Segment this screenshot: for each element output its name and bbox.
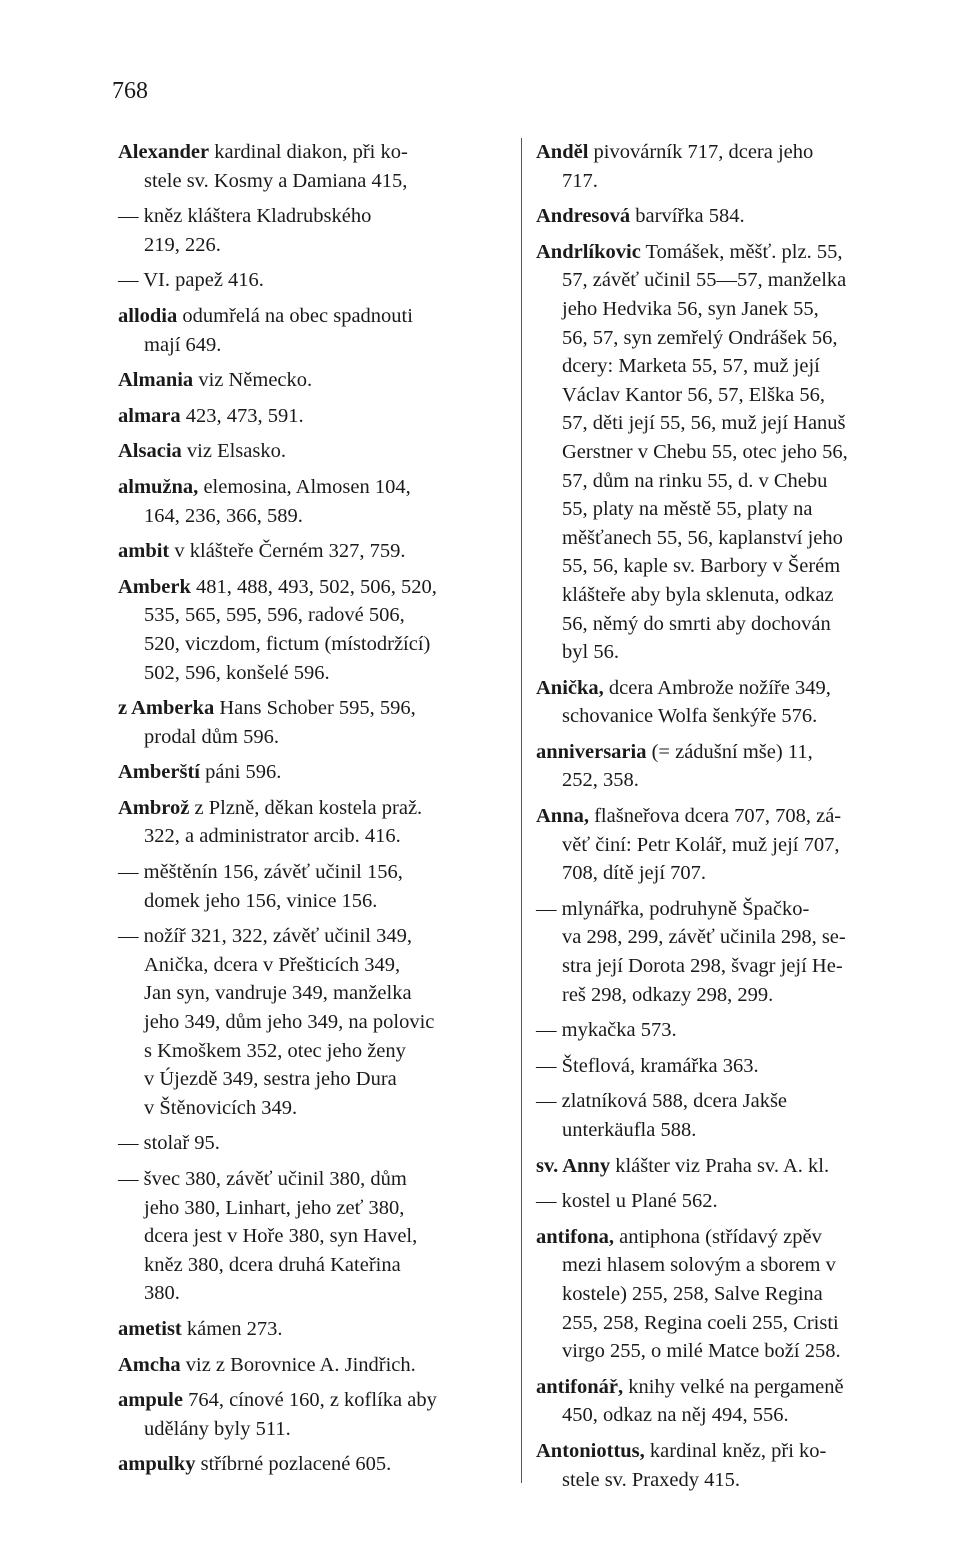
entry-text: pivovárník 717, dcera jeho xyxy=(588,141,814,163)
entry-line xyxy=(118,1222,514,1251)
entry-line xyxy=(118,331,514,360)
entry-line xyxy=(536,923,926,952)
entry-text: 164, 236, 366, 589. xyxy=(144,504,303,527)
entry-text: byl 56. xyxy=(562,641,619,664)
entry-line xyxy=(118,922,514,951)
index-entry xyxy=(118,138,514,195)
entry-text: věť činí: Petr Kolář, muž její 707, xyxy=(562,833,840,856)
entry-line xyxy=(536,202,926,231)
entry-text: 520, viczdom, fictum (místodržící) xyxy=(144,632,431,655)
entry-text: — stolař 95. xyxy=(118,1132,220,1155)
entry-text: va 298, 299, závěť učinila 298, se- xyxy=(562,926,846,949)
entry-line xyxy=(536,981,926,1010)
entry-text: kámen 273. xyxy=(181,1317,283,1340)
entry-text: 322, a administrator arcib. 416. xyxy=(144,825,401,848)
entry-text: stra její Dorota 298, švagr její He- xyxy=(562,955,843,978)
entry-text: 450, odkaz na něj 494, 556. xyxy=(562,1404,789,1427)
entry-text: z Plzně, děkan kostela praž. xyxy=(189,796,423,819)
entry-line xyxy=(536,495,926,524)
index-entry xyxy=(118,858,514,915)
entry-text: — mlynářka, podruhyně Špačko- xyxy=(536,897,810,920)
index-entry xyxy=(118,202,514,259)
index-column-left xyxy=(118,138,514,1486)
entry-text: mají 649. xyxy=(144,333,222,356)
entry-line xyxy=(536,1152,926,1181)
index-entry xyxy=(536,1187,926,1216)
index-entry xyxy=(118,758,514,787)
entry-line xyxy=(118,951,514,980)
index-entry xyxy=(118,1450,514,1479)
entry-line xyxy=(536,1401,926,1430)
entry-text: 219, 226. xyxy=(144,233,221,256)
entry-line xyxy=(118,366,514,395)
index-entry xyxy=(536,202,926,231)
entry-line xyxy=(536,895,926,924)
entry-headword: Antoniottus, xyxy=(536,1439,645,1462)
entry-text: v Štěnovicích 349. xyxy=(144,1096,298,1119)
entry-text: viz Elsasko. xyxy=(181,440,286,463)
index-entry xyxy=(536,138,926,195)
entry-line xyxy=(536,1187,926,1216)
entry-text: reš 298, odkazy 298, 299. xyxy=(562,983,774,1006)
entry-line xyxy=(536,1437,926,1466)
index-entry xyxy=(536,1052,926,1081)
entry-headword: Alsacia xyxy=(118,440,182,463)
entry-line xyxy=(536,167,926,196)
entry-line xyxy=(118,1008,514,1037)
entry-text: 57, děti její 55, 56, muž její Hanuš xyxy=(562,412,846,435)
entry-text: knihy velké na pergameně xyxy=(623,1375,844,1398)
entry-text: kardinal kněz, při ko- xyxy=(644,1439,827,1462)
entry-text: 252, 358. xyxy=(562,769,639,792)
index-column-right xyxy=(536,138,926,1501)
entry-text: stele sv. Kosmy a Damiana 415, xyxy=(144,169,408,192)
index-entry xyxy=(536,1087,926,1144)
index-entry xyxy=(118,1129,514,1158)
entry-text: páni 596. xyxy=(199,761,282,784)
entry-text: jeho 380, Linhart, jeho zeť 380, xyxy=(144,1196,405,1219)
index-entry xyxy=(536,1016,926,1045)
entry-line xyxy=(536,1466,926,1495)
entry-line xyxy=(536,266,926,295)
entry-text: 502, 596, konšelé 596. xyxy=(144,661,330,684)
entry-line xyxy=(536,1251,926,1280)
index-entry xyxy=(118,794,514,851)
entry-text: 55, platy na městě 55, platy na xyxy=(562,498,813,521)
entry-headword: sv. Anny xyxy=(536,1154,611,1177)
entry-text: stříbrné pozlacené 605. xyxy=(195,1453,392,1476)
entry-line xyxy=(118,1351,514,1380)
entry-headword: ampulky xyxy=(118,1453,196,1476)
entry-text: 57, závěť učinil 55—57, manželka xyxy=(562,269,847,292)
entry-line xyxy=(536,1223,926,1252)
entry-line xyxy=(536,352,926,381)
entry-line xyxy=(118,302,514,331)
entry-line xyxy=(118,1315,514,1344)
entry-text: schovanice Wolfa šenkýře 576. xyxy=(562,705,818,728)
entry-line xyxy=(536,638,926,667)
entry-line xyxy=(118,858,514,887)
index-entry xyxy=(118,573,514,687)
entry-line xyxy=(536,802,926,831)
entry-headword: almužna, xyxy=(118,475,199,498)
entry-line xyxy=(536,581,926,610)
entry-text: dcera Ambrože nožíře 349, xyxy=(603,676,831,699)
entry-text: — kněz kláštera Kladrubského xyxy=(118,205,372,228)
entry-text: 481, 488, 493, 502, 506, 520, xyxy=(190,575,437,598)
entry-headword: Anděl xyxy=(536,141,589,163)
entry-text: měšťanech 55, 56, kaplanství jeho xyxy=(562,526,843,549)
entry-text: Václav Kantor 56, 57, Elška 56, xyxy=(562,383,826,406)
entry-text: klášter viz Praha sv. A. kl. xyxy=(610,1154,830,1177)
entry-line xyxy=(536,1373,926,1402)
entry-line xyxy=(118,1094,514,1123)
entry-line xyxy=(536,381,926,410)
entry-line xyxy=(118,822,514,851)
entry-text: domek jeho 156, vinice 156. xyxy=(144,889,378,912)
index-entry xyxy=(536,895,926,1009)
entry-text: — měštěnín 156, závěť učinil 156, xyxy=(118,861,403,884)
entry-line xyxy=(536,674,926,703)
entry-line xyxy=(536,524,926,553)
entry-line xyxy=(536,1087,926,1116)
entry-text: 423, 473, 591. xyxy=(180,404,304,427)
entry-line xyxy=(536,324,926,353)
entry-line xyxy=(118,138,514,167)
entry-line xyxy=(536,238,926,267)
entry-line xyxy=(118,723,514,752)
entry-text: kardinal diakon, při ko- xyxy=(209,141,408,163)
entry-line xyxy=(118,167,514,196)
entry-text: 255, 258, Regina coeli 255, Cristi xyxy=(562,1311,839,1334)
entry-line xyxy=(118,1165,514,1194)
entry-line xyxy=(118,231,514,260)
entry-headword: almara xyxy=(118,404,181,427)
entry-headword: allodia xyxy=(118,304,178,327)
entry-text: kněz 380, dcera druhá Kateřina xyxy=(144,1253,401,1276)
entry-text: 57, dům na rinku 55, d. v Chebu xyxy=(562,469,828,492)
entry-text: v klášteře Černém 327, 759. xyxy=(169,540,406,563)
entry-line xyxy=(118,979,514,1008)
entry-text: antiphona (střídavý zpěv xyxy=(614,1225,822,1248)
entry-line xyxy=(118,630,514,659)
entry-line xyxy=(118,794,514,823)
index-entry xyxy=(536,238,926,667)
entry-line xyxy=(536,438,926,467)
entry-text: — kostel u Plané 562. xyxy=(536,1190,718,1213)
entry-line xyxy=(536,467,926,496)
entry-text: klášteře aby byla sklenuta, odkaz xyxy=(562,583,834,606)
entry-text: — nožíř 321, 322, závěť učinil 349, xyxy=(118,925,412,948)
entry-text: v Újezdě 349, sestra jeho Dura xyxy=(144,1068,397,1091)
entry-headword: Andrlíkovic xyxy=(536,240,641,263)
entry-text: dcery: Marketa 55, 57, muž její xyxy=(562,355,820,378)
entry-headword: antifonář, xyxy=(536,1375,624,1398)
page-number: 768 xyxy=(112,78,148,104)
entry-text: 764, cínové 160, z koflíka aby xyxy=(182,1389,437,1412)
entry-line xyxy=(536,1280,926,1309)
entry-text: kostele) 255, 258, Salve Regina xyxy=(562,1282,823,1305)
entry-headword: anniversaria xyxy=(536,740,647,763)
entry-text: viz z Borovnice A. Jindřich. xyxy=(180,1353,416,1376)
index-entry xyxy=(118,1315,514,1344)
entry-text: Hans Schober 595, 596, xyxy=(214,697,416,720)
entry-line xyxy=(118,1129,514,1158)
entry-line xyxy=(118,266,514,295)
entry-line xyxy=(536,1016,926,1045)
entry-text: Jan syn, vandruje 349, manželka xyxy=(144,982,412,1005)
entry-text: 708, dítě její 707. xyxy=(562,862,707,885)
index-entry xyxy=(118,1351,514,1380)
entry-line xyxy=(536,859,926,888)
entry-line xyxy=(118,1065,514,1094)
entry-line xyxy=(118,502,514,531)
entry-line xyxy=(118,1194,514,1223)
index-entry xyxy=(118,402,514,431)
entry-line xyxy=(118,437,514,466)
entry-line xyxy=(118,1386,514,1415)
entry-headword: Amcha xyxy=(118,1353,181,1376)
entry-headword: Ambrož xyxy=(118,796,190,819)
entry-line xyxy=(118,1450,514,1479)
entry-text: s Kmoškem 352, otec jeho ženy xyxy=(144,1039,406,1062)
entry-line xyxy=(118,402,514,431)
index-entry xyxy=(118,473,514,530)
index-entry xyxy=(536,738,926,795)
index-entry xyxy=(536,1223,926,1366)
entry-text: udělány byly 511. xyxy=(144,1417,291,1440)
entry-line xyxy=(536,552,926,581)
entry-line xyxy=(118,694,514,723)
entry-line xyxy=(118,1251,514,1280)
entry-line xyxy=(118,758,514,787)
entry-headword: Amberští xyxy=(118,761,200,784)
entry-headword: Almania xyxy=(118,369,194,392)
entry-line xyxy=(536,1309,926,1338)
index-entry xyxy=(118,302,514,359)
entry-line xyxy=(536,295,926,324)
entry-line xyxy=(118,659,514,688)
entry-line xyxy=(536,1116,926,1145)
entry-text: 717. xyxy=(562,169,598,192)
entry-text: — zlatníková 588, dcera Jakše xyxy=(536,1090,788,1113)
index-entry xyxy=(536,1373,926,1430)
entry-line xyxy=(536,1052,926,1081)
entry-line xyxy=(536,738,926,767)
entry-text: mezi hlasem solovým a sborem v xyxy=(562,1254,836,1277)
entry-headword: Andresová xyxy=(536,205,631,228)
entry-text: — mykačka 573. xyxy=(536,1019,677,1042)
entry-headword: Anna, xyxy=(536,805,589,828)
index-entry xyxy=(536,802,926,888)
entry-headword: Alexander xyxy=(118,141,210,163)
entry-headword: Anička, xyxy=(536,676,604,699)
entry-line xyxy=(118,601,514,630)
index-entry xyxy=(118,537,514,566)
entry-line xyxy=(118,1279,514,1308)
entry-text: jeho Hedvika 56, syn Janek 55, xyxy=(562,297,819,320)
entry-text: Tomášek, měšť. plz. 55, xyxy=(640,240,843,263)
index-entry xyxy=(536,1437,926,1494)
entry-line xyxy=(118,887,514,916)
index-entry xyxy=(118,437,514,466)
entry-text: unterkäufla 588. xyxy=(562,1119,697,1141)
column-divider xyxy=(521,138,522,1483)
index-entry xyxy=(118,694,514,751)
index-entry xyxy=(118,1386,514,1443)
entry-headword: antifona, xyxy=(536,1225,615,1248)
entry-line xyxy=(118,537,514,566)
index-entry xyxy=(118,266,514,295)
entry-line xyxy=(118,473,514,502)
entry-line xyxy=(118,202,514,231)
entry-text: flašneřova dcera 707, 708, zá- xyxy=(588,805,842,828)
entry-line xyxy=(118,573,514,602)
entry-text: virgo 255, o milé Matce boží 258. xyxy=(562,1340,841,1363)
entry-text: prodal dům 596. xyxy=(144,725,279,748)
entry-text: 56, 57, syn zemřelý Ondrášek 56, xyxy=(562,326,838,349)
entry-line xyxy=(536,1337,926,1366)
entry-text: (= zádušní mše) 11, xyxy=(646,740,813,763)
entry-text: odumřelá na obec spadnouti xyxy=(177,304,413,327)
entry-headword: ametist xyxy=(118,1317,182,1340)
index-entry xyxy=(118,366,514,395)
entry-text: barvířka 584. xyxy=(630,205,745,228)
index-entry xyxy=(536,674,926,731)
entry-text: — Šteflová, kramářka 363. xyxy=(536,1054,759,1077)
entry-text: — švec 380, závěť učinil 380, dům xyxy=(118,1168,407,1190)
entry-text: — VI. papež 416. xyxy=(118,269,264,292)
entry-line xyxy=(118,1037,514,1066)
entry-text: stele sv. Praxedy 415. xyxy=(562,1468,741,1491)
entry-line xyxy=(536,766,926,795)
entry-text: elemosina, Almosen 104, xyxy=(198,475,411,498)
entry-headword: Amberk xyxy=(118,575,191,598)
entry-text: 535, 565, 595, 596, radové 506, xyxy=(144,604,405,627)
entry-text: dcera jest v Hoře 380, syn Havel, xyxy=(144,1225,418,1248)
entry-text: Gerstner v Chebu 55, otec jeho 56, xyxy=(562,440,848,463)
entry-headword: ampule xyxy=(118,1389,183,1412)
entry-line xyxy=(536,702,926,731)
entry-line xyxy=(536,610,926,639)
entry-line xyxy=(536,831,926,860)
entry-text: 380. xyxy=(144,1282,180,1305)
entry-text: jeho 349, dům jeho 349, na polovic xyxy=(144,1011,435,1034)
entry-headword: z Amberka xyxy=(118,697,215,720)
entry-line xyxy=(536,138,926,167)
index-entry xyxy=(536,1152,926,1181)
entry-line xyxy=(536,952,926,981)
entry-text: viz Německo. xyxy=(193,369,313,392)
index-entry xyxy=(118,1165,514,1308)
entry-text: Anička, dcera v Přešticích 349, xyxy=(144,953,401,976)
entry-line xyxy=(118,1415,514,1444)
entry-line xyxy=(536,409,926,438)
entry-text: 55, 56, kaple sv. Barbory v Šerém xyxy=(562,555,841,578)
entry-text: 56, němý do smrti aby dochován xyxy=(562,612,831,635)
index-entry xyxy=(118,922,514,1122)
entry-headword: ambit xyxy=(118,540,170,563)
